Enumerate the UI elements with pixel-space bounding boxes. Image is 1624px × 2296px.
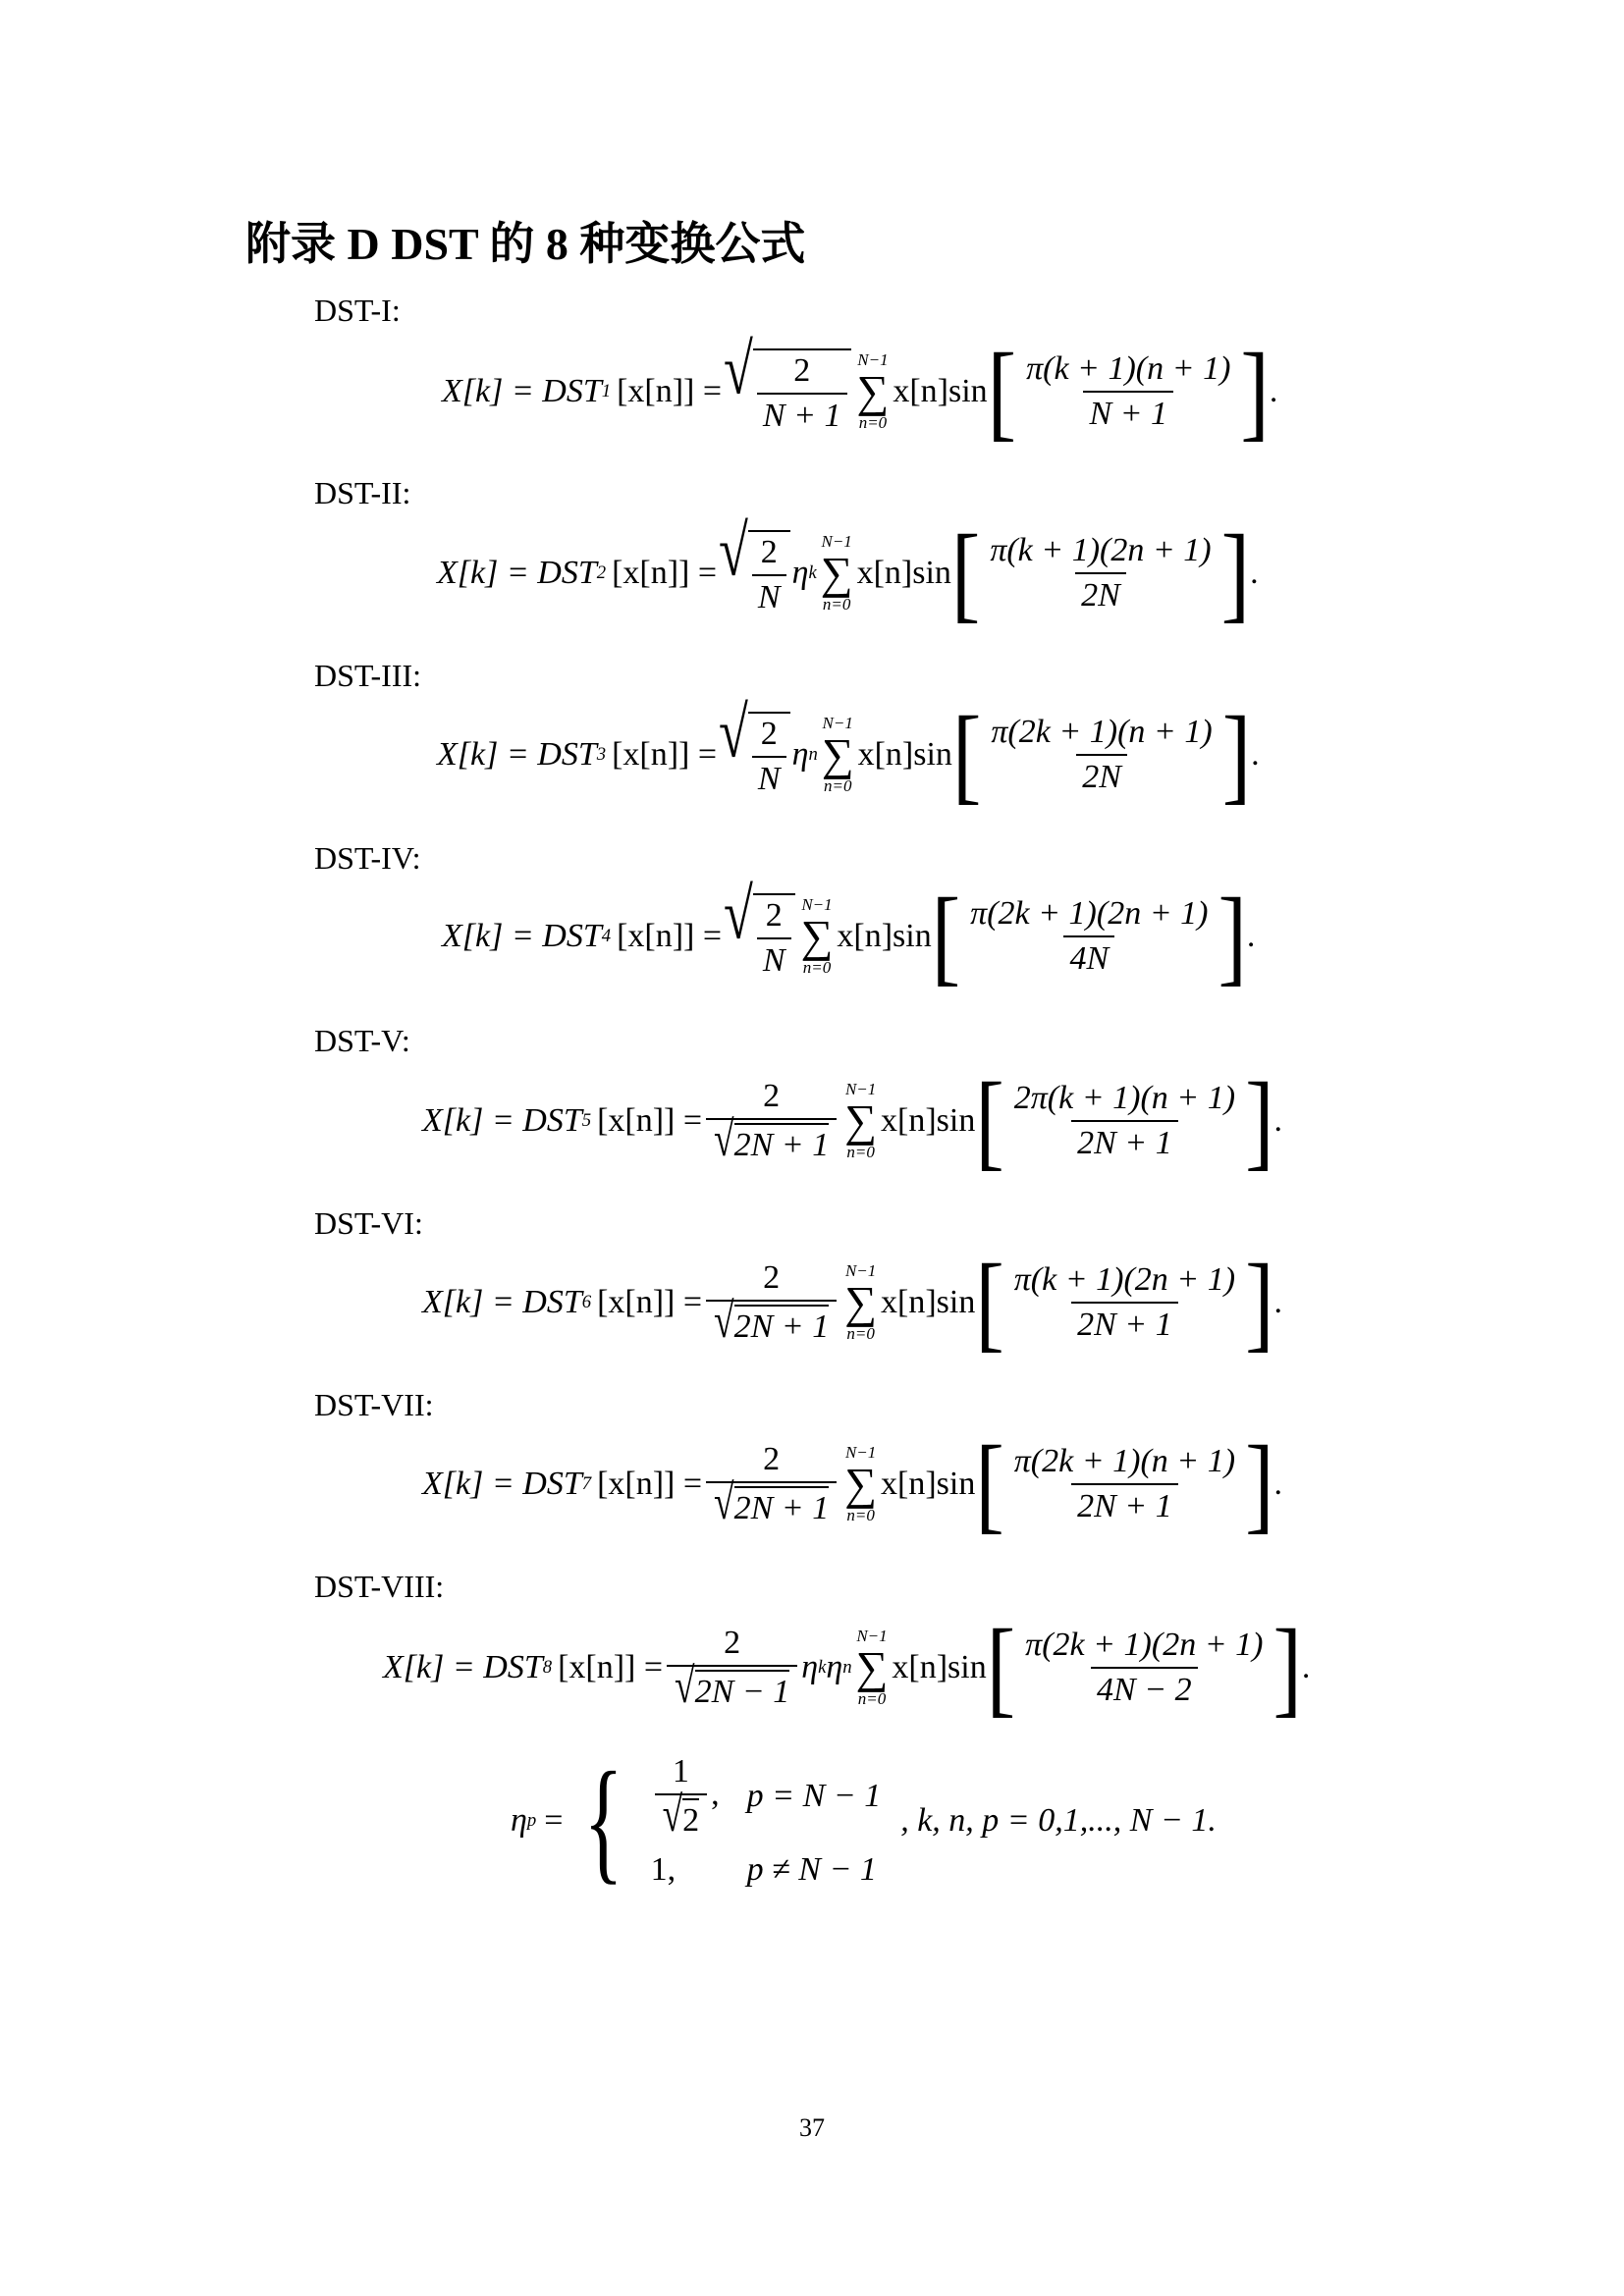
subscript: 7 — [581, 1473, 592, 1495]
sum-symbol: N−1 ∑ n=0 — [800, 894, 834, 978]
formula-dst-i: X[k] = DST 1 [x[n]] = √ $\frac{2}{N + 1}$ N−1 ∑ n=0 x[n]sin [ $\frac{\pi(k + 1)(n + 1)}{N + 1}$ ] . — [442, 329, 1278, 453]
cases: { 1 √ 2 , p = N − 1 1, p ≠ N − 1 — [570, 1747, 894, 1895]
eta-sub: k — [808, 562, 817, 584]
lhs: X[k] = DST — [383, 1649, 543, 1686]
summand: x[n]sin — [857, 736, 952, 774]
case2-value: 1, — [650, 1851, 677, 1888]
sin-arg: $\frac{\pi(2k + 1)(n + 1)}{2N}$ — [991, 714, 1213, 796]
sum-symbol: N−1 ∑ n=0 — [844, 1079, 877, 1162]
arg: [x[n]] = — [597, 1466, 703, 1503]
lhs: X[k] = DST — [442, 373, 602, 410]
eta-sub: n — [808, 744, 818, 766]
sqrt: √ $\frac{2}{N}$ — [719, 712, 790, 798]
sqrt: √ $\frac{2}{N + 1}$ — [724, 348, 850, 435]
lhs: X[k] = DST — [437, 736, 597, 774]
eta-sub: n — [842, 1657, 852, 1679]
eta: η — [801, 1649, 819, 1686]
summand: x[n]sin — [856, 555, 951, 592]
summand: x[n]sin — [881, 1466, 976, 1503]
case2-condition: p ≠ N − 1 — [746, 1851, 877, 1888]
label-dst-ii: DST-II: — [314, 475, 411, 510]
label-dst-v: DST-V: — [314, 1023, 410, 1058]
formula-dst-iv: X[k] = DST 4 [x[n]] = √ $\frac{2}{N}$ N−1 ∑ n=0 x[n]sin [ $\frac{\pi(2k + 1)(2n + 1)}{4N}$ ] . — [442, 874, 1256, 997]
sin-arg: $\frac{2\pi(k + 1)(n + 1)}{2N + 1}$ — [1013, 1080, 1236, 1162]
subscript: 3 — [596, 744, 607, 766]
case1-condition: p = N − 1 — [746, 1778, 882, 1814]
formula-dst-viii: X[k] = DST 8 [x[n]] = 2 √ 2N − 1 η k η n N−1 ∑ n=0 x[n]sin [ $\frac{\pi(2k + 1)(2n + 1)}{4N - 2}$ ] . — [383, 1607, 1311, 1729]
sin-arg: $\frac{\pi(2k + 1)(2n + 1)}{4N - 2}$ — [1025, 1627, 1264, 1709]
label-dst-vi: DST-VI: — [314, 1205, 423, 1241]
coefficient: 2 √ 2N + 1 — [706, 1441, 837, 1527]
label-dst-viii: DST-VIII: — [314, 1569, 445, 1604]
sin-arg: $\frac{\pi(k + 1)(2n + 1)}{2N}$ — [990, 532, 1212, 614]
formula-dst-vi: X[k] = DST 6 [x[n]] = 2 √ 2N + 1 N−1 ∑ n=0 x[n]sin [ $\frac{\pi(k + 1)(2n + 1)}{2N + 1}$ ] . — [422, 1242, 1283, 1363]
summand: x[n]sin — [881, 1284, 976, 1321]
summand: x[n]sin — [881, 1102, 976, 1140]
label-dst-iii: DST-III: — [314, 658, 422, 693]
sqrt: √ $\frac{2}{N}$ — [724, 893, 795, 980]
sin-arg: $\frac{\pi(k + 1)(2n + 1)}{2N + 1}$ — [1013, 1261, 1236, 1344]
page-title: 附录 D DST 的 8 种变换公式 — [245, 219, 806, 269]
label-dst-vii: DST-VII: — [314, 1387, 434, 1422]
formula-dst-iii: X[k] = DST 3 [x[n]] = √ $\frac{2}{N}$ η n N−1 ∑ n=0 x[n]sin [ $\frac{\pi(2k + 1)(n + 1)}{2N}$ ] . — [437, 692, 1260, 816]
subscript: 4 — [601, 926, 612, 947]
lhs: X[k] = DST — [422, 1102, 582, 1140]
range: , k, n, p = 0,1,..., N − 1. — [900, 1802, 1217, 1839]
summand: x[n]sin — [893, 373, 988, 410]
subscript: 1 — [601, 381, 612, 402]
sum-symbol: N−1 ∑ n=0 — [820, 531, 853, 614]
sum-symbol: N−1 ∑ n=0 — [821, 713, 854, 796]
subscript: 8 — [542, 1657, 553, 1679]
sum-symbol: N−1 ∑ n=0 — [844, 1260, 877, 1344]
label-dst-iv: DST-IV: — [314, 840, 421, 876]
coefficient: 2 √ 2N + 1 — [706, 1259, 837, 1346]
eta: η — [511, 1802, 527, 1839]
arg: [x[n]] = — [612, 555, 718, 592]
subscript: 5 — [581, 1110, 592, 1132]
label-dst-i: DST-I: — [314, 293, 401, 328]
coefficient: 2 √ 2N + 1 — [706, 1078, 837, 1164]
eta-sub: k — [818, 1657, 827, 1679]
summand: x[n]sin — [837, 918, 932, 955]
arg: [x[n]] = — [617, 918, 723, 955]
eta: η — [826, 1649, 843, 1686]
formula-dst-vii: X[k] = DST 7 [x[n]] = 2 √ 2N + 1 N−1 ∑ n=0 x[n]sin [ $\frac{\pi(2k + 1)(n + 1)}{2N + 1}$ ] . — [422, 1423, 1283, 1545]
eta: η — [791, 736, 809, 774]
sqrt: √ $\frac{2}{N}$ — [719, 530, 790, 616]
lhs: X[k] = DST — [442, 918, 602, 955]
sin-arg: $\frac{\pi(2k + 1)(n + 1)}{2N + 1}$ — [1013, 1443, 1236, 1525]
arg: [x[n]] = — [558, 1649, 664, 1686]
summand: x[n]sin — [892, 1649, 987, 1686]
sin-arg: $\frac{\pi(k + 1)(n + 1)}{N + 1}$ — [1026, 350, 1231, 433]
subscript: 2 — [596, 562, 607, 584]
arg: [x[n]] = — [617, 373, 723, 410]
eta: η — [791, 555, 809, 592]
coefficient: 2 √ 2N − 1 — [667, 1625, 797, 1711]
sin-arg: $\frac{\pi(2k + 1)(2n + 1)}{4N}$ — [970, 895, 1209, 978]
arg: [x[n]] = — [612, 736, 718, 774]
equals: = — [544, 1802, 564, 1839]
subscript: 6 — [581, 1292, 592, 1313]
arg: [x[n]] = — [597, 1284, 703, 1321]
page-number: 37 — [799, 2113, 825, 2142]
lhs: X[k] = DST — [437, 555, 597, 592]
sum-symbol: N−1 ∑ n=0 — [856, 349, 890, 433]
formula-dst-ii: X[k] = DST 2 [x[n]] = √ $\frac{2}{N}$ η k N−1 ∑ n=0 x[n]sin [ $\frac{\pi(k + 1)(2n + 1)}{2N}$ ] . — [437, 510, 1259, 634]
eta-sub: p — [526, 1810, 537, 1831]
sum-symbol: N−1 ∑ n=0 — [855, 1626, 889, 1709]
sum-symbol: N−1 ∑ n=0 — [844, 1442, 877, 1525]
lhs: X[k] = DST — [422, 1284, 582, 1321]
formula-dst-v: X[k] = DST 5 [x[n]] = 2 √ 2N + 1 N−1 ∑ n=0 x[n]sin [ $\frac{2\pi(k + 1)(n + 1)}{2N + 1}$ ] . — [422, 1060, 1283, 1182]
arg: [x[n]] = — [597, 1102, 703, 1140]
lhs: X[k] = DST — [422, 1466, 582, 1503]
eta-definition — [511, 1744, 1217, 1896]
